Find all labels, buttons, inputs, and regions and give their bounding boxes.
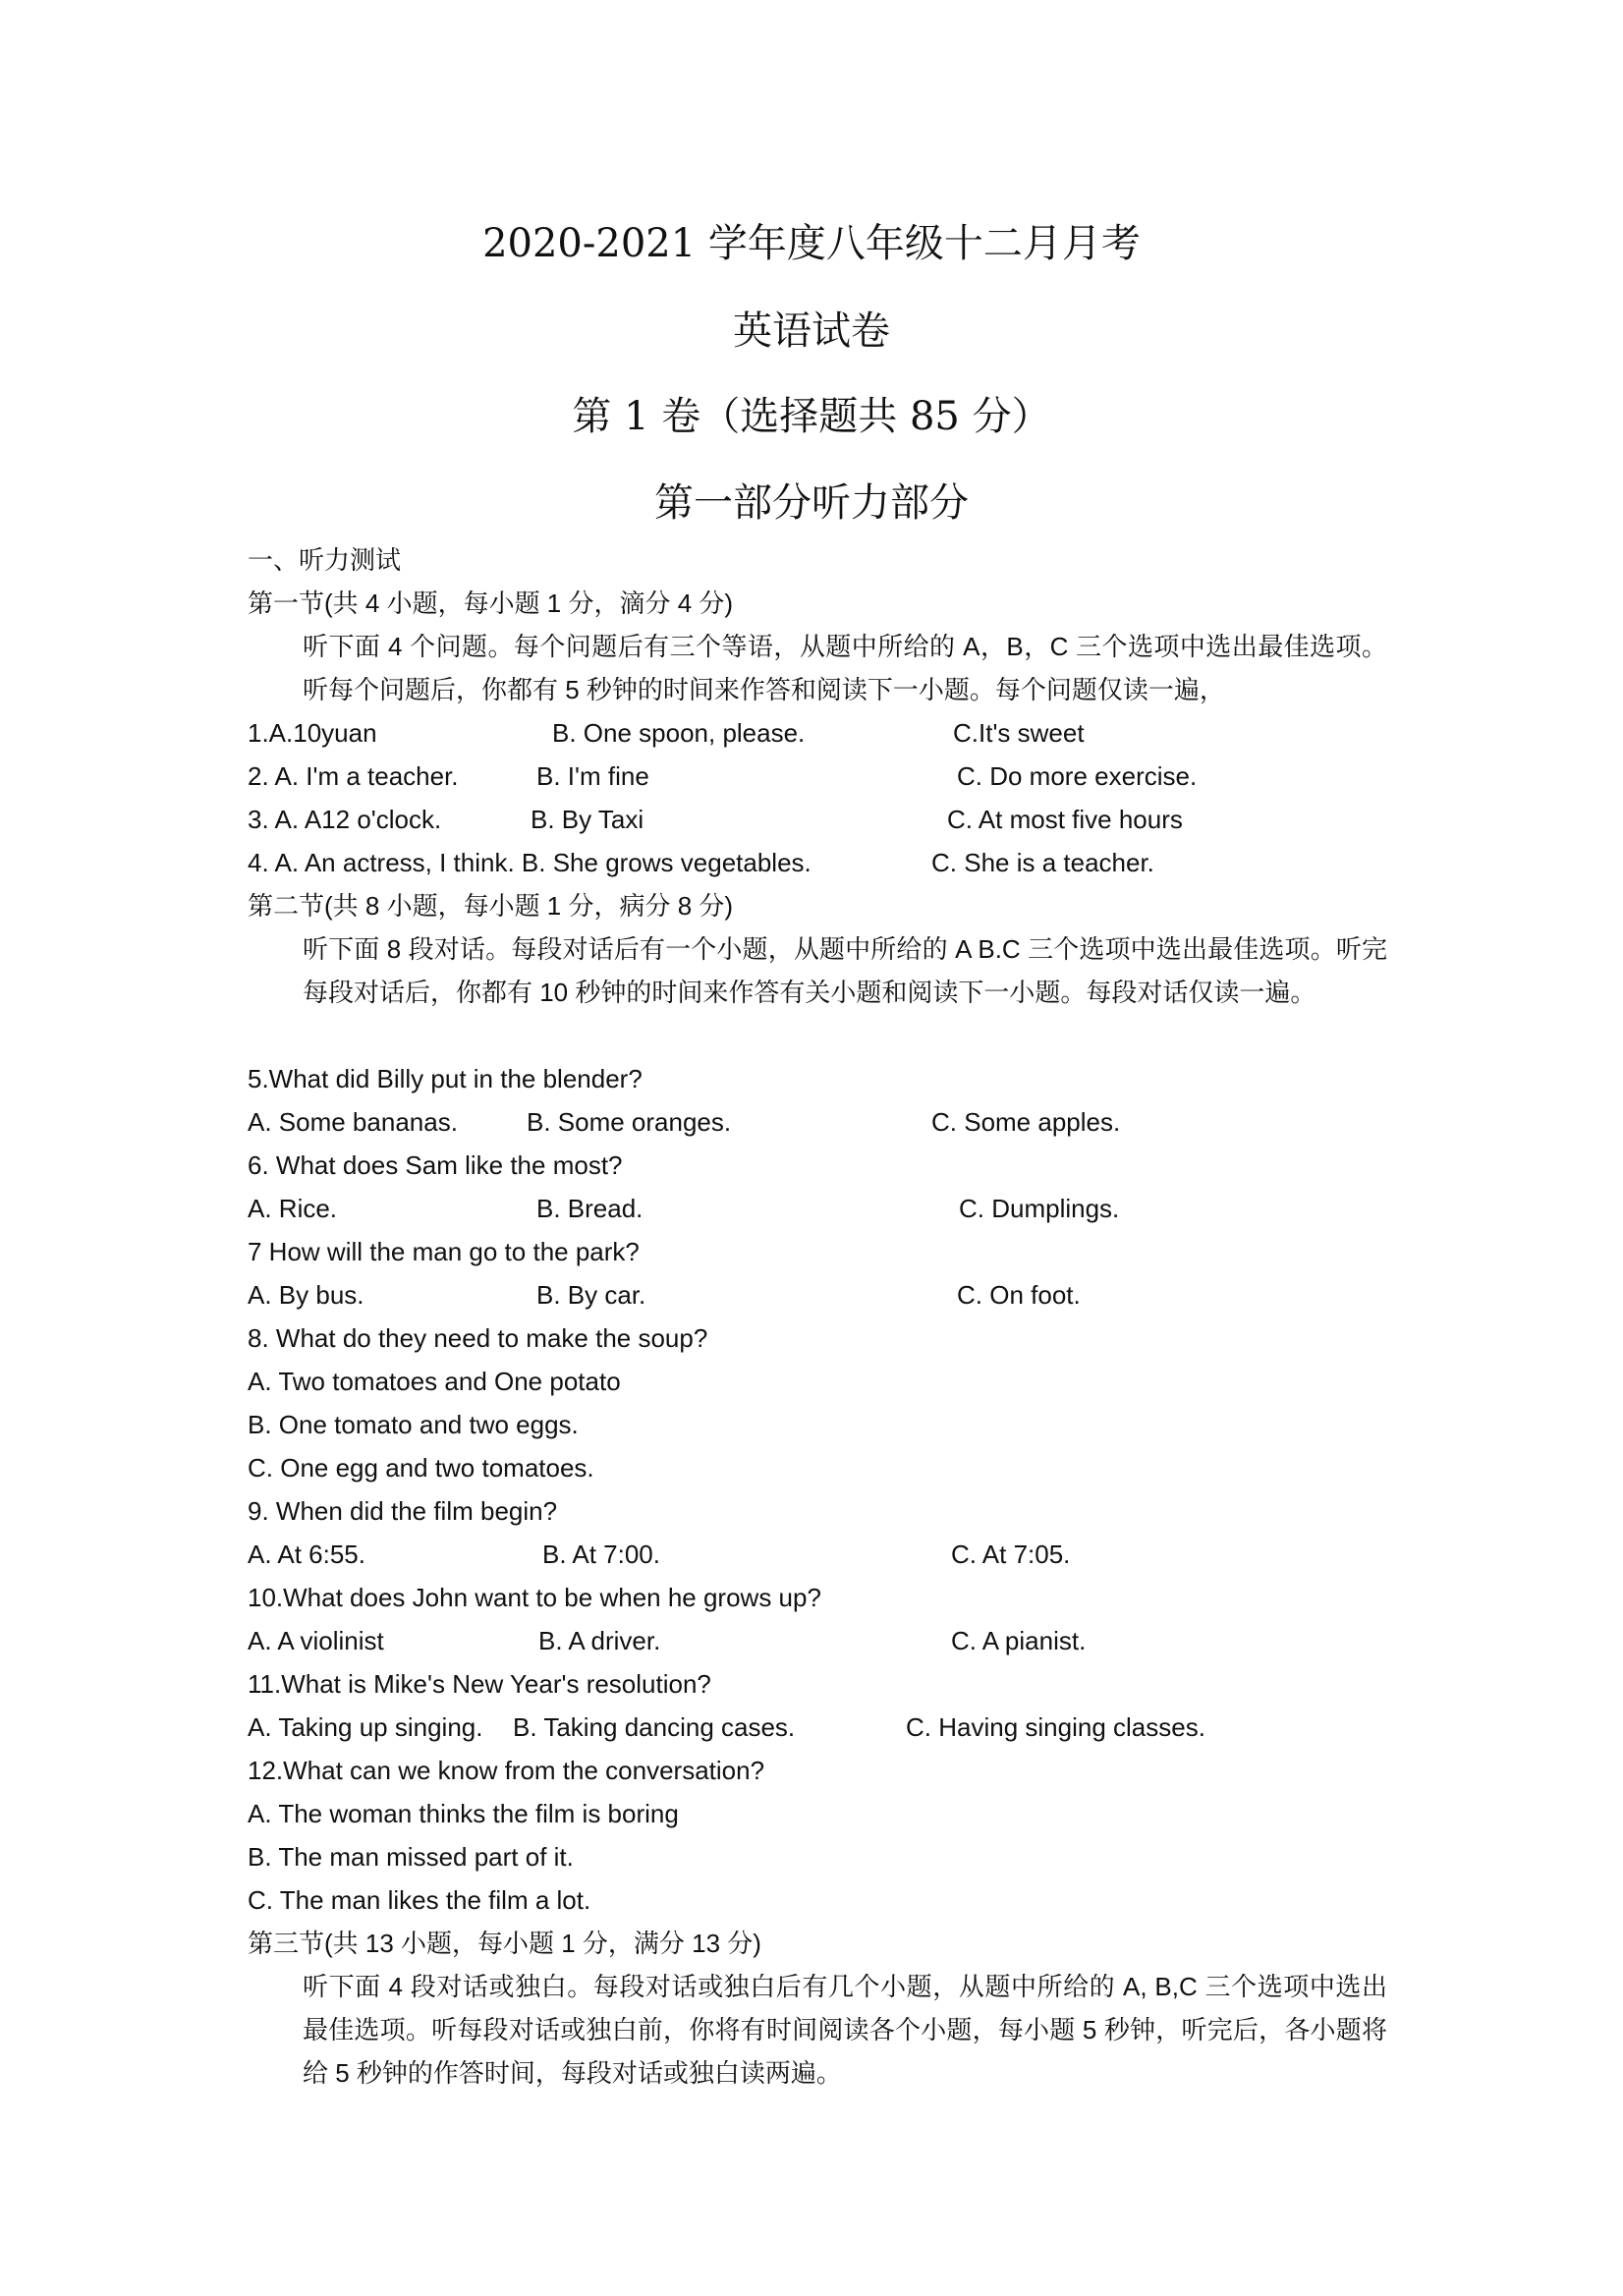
option-a: 3. A. A12 o'clock. xyxy=(248,805,442,834)
option-b: B. At 7:00. xyxy=(542,1540,660,1569)
sec1-item-4 xyxy=(248,841,1387,884)
option-c: C. Do more exercise. xyxy=(957,761,1198,791)
option-ab: 4. A. An actress, I think. B. She grows vegetables. xyxy=(248,848,812,877)
volume-title: 第 1 卷（选择题共 85 分） xyxy=(572,394,1051,439)
sec1-item-2 xyxy=(248,755,1387,798)
option-b: B. A driver. xyxy=(538,1626,661,1655)
subject-title: 英语试卷 xyxy=(733,308,890,354)
option-a: A. At 6:55. xyxy=(248,1540,365,1569)
question-5-options xyxy=(248,1100,1387,1144)
option-c: C. Having singing classes. xyxy=(906,1712,1205,1742)
sec2-instruction: 听下面 8 段对话。每段对话后有一个小题，从题中所给的 A B.C 三个选项中选出最佳选项。听完每段对话后，你都有 10 秒钟的时间来作答有关小题和阅读下一小题。每段对话仅读一遍。 xyxy=(303,934,1387,1007)
option-c: C. At most five hours xyxy=(947,805,1183,834)
part-title: 第一部分听力部分 xyxy=(654,480,969,526)
option-b: B. By Taxi xyxy=(531,805,644,834)
option-a: A. Some bananas. xyxy=(248,1107,458,1137)
question-6-options xyxy=(248,1187,1387,1230)
question-11-options xyxy=(248,1706,1387,1749)
option-c: C. She is a teacher. xyxy=(931,848,1154,877)
option-b: B. Some oranges. xyxy=(527,1107,732,1137)
option-c: C. Dumplings. xyxy=(959,1194,1120,1223)
option-a: 1.A.10yuan xyxy=(248,718,377,748)
question-5: 5.What did Billy put in the blender? xyxy=(248,1064,643,1093)
option-a: A. The woman thinks the film is boring xyxy=(248,1799,679,1828)
option-a: A. Taking up singing. xyxy=(248,1712,483,1742)
option-b: B. By car. xyxy=(536,1280,646,1310)
option-a: A. By bus. xyxy=(248,1280,364,1310)
question-7: 7 How will the man go to the park? xyxy=(248,1237,640,1266)
question-8: 8. What do they need to make the soup? xyxy=(248,1323,708,1353)
sec2-heading: 第二节(共 8 小题，每小题 1 分，病分 8 分) xyxy=(248,891,734,921)
exam-title: 2020-2021 学年度八年级十二月月考 xyxy=(482,221,1141,266)
sec1-heading: 第一节(共 4 小题，每小题 1 分，滴分 4 分) xyxy=(248,588,734,618)
sec3-instruction: 听下面 4 段对话或独白。每段对话或独白后有几个小题，从题中所给的 A, B,C 三个选项中选出最佳选项。听每段对话或独白前，你将有时间阅读各个小题，每小题 5 秒钟，听完后，各小题将给 5 秒钟的作答时间，每段对话或独白读两遍。 xyxy=(303,1972,1387,2088)
option-c: C. At 7:05. xyxy=(951,1540,1071,1569)
option-a: A. Rice. xyxy=(248,1194,338,1223)
option-b: B. One tomato and two eggs. xyxy=(248,1410,579,1439)
question-9-options xyxy=(248,1533,1387,1576)
sec1-item-3 xyxy=(248,798,1387,841)
option-b: B. Taking dancing cases. xyxy=(513,1712,796,1742)
question-10: 10.What does John want to be when he grows up? xyxy=(248,1583,821,1612)
option-b: B. One spoon, please. xyxy=(552,718,806,748)
exam-body xyxy=(248,538,1387,2095)
question-7-options xyxy=(248,1273,1387,1316)
sec3-heading: 第三节(共 13 小题，每小题 1 分，满分 13 分) xyxy=(248,1929,761,1958)
option-c: C. The man likes the film a lot. xyxy=(248,1885,591,1915)
sec1-instruction: 听下面 4 个问题。每个问题后有三个等语，从题中所给的 A，B，C 三个选项中选出最佳选项。听每个问题后，你都有 5 秒钟的时间来作答和阅读下一小题。每个问题仅读一遍， xyxy=(303,632,1387,704)
option-c: C. On foot. xyxy=(957,1280,1081,1310)
question-6: 6. What does Sam like the most? xyxy=(248,1150,623,1180)
option-b: B. I'm fine xyxy=(536,761,649,791)
option-b: B. The man missed part of it. xyxy=(248,1842,574,1872)
option-c: C.It's sweet xyxy=(953,718,1085,748)
option-c: C. One egg and two tomatoes. xyxy=(248,1453,594,1483)
option-c: C. A pianist. xyxy=(951,1626,1087,1655)
section-heading: 一、听力测试 xyxy=(248,545,402,575)
option-c: C. Some apples. xyxy=(931,1107,1121,1137)
option-a: A. A violinist xyxy=(248,1626,384,1655)
question-12: 12.What can we know from the conversation? xyxy=(248,1756,765,1785)
sec1-item-1 xyxy=(248,711,1387,755)
option-b: B. Bread. xyxy=(536,1194,644,1223)
question-9: 9. When did the film begin? xyxy=(248,1496,558,1526)
question-11: 11.What is Mike's New Year's resolution? xyxy=(248,1669,711,1699)
option-a: A. Two tomatoes and One potato xyxy=(248,1367,621,1396)
question-10-options xyxy=(248,1619,1387,1662)
option-a: 2. A. I'm a teacher. xyxy=(248,761,459,791)
